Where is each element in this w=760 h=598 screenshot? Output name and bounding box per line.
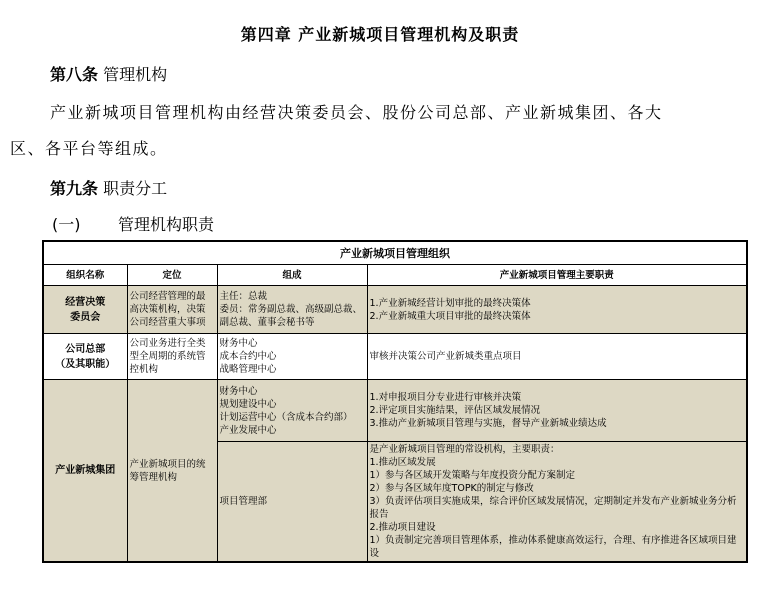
- column-header-name: 组织名称: [43, 265, 127, 286]
- chapter-title: 第四章 产业新城项目管理机构及职责: [240, 25, 520, 44]
- article-8-title: 管理机构: [103, 65, 168, 84]
- paragraph-line-2: 区、各平台等组成。: [10, 139, 168, 158]
- position-cell: 公司业务进行全类 型全周期的系统管 控机构: [127, 334, 217, 380]
- duties-cell: 是产业新城项目管理的常设机构，主要职责： 1.推动区域发展 1）参与各区域开发策略与年度投资分配方案制定 2）参与各区域年度TOPK的制定与修改 3）负责评估项目实施成果，综合评价区域发展情况，定期制定并发布产业新城业务分析报告 2.推动项目建设 1）负责制定完善项目管理体系，推动体系健康高效运行，合理、有序推进各区域项目建设: [367, 442, 747, 563]
- article-9-label: 第九条: [50, 179, 99, 198]
- position-cell: 公司经营管理的最 高决策机构，决策 公司经营重大事项: [127, 286, 217, 334]
- composition-cell: 项目管理部: [217, 442, 367, 563]
- paragraph-line-1: 产业新城项目管理机构由经营决策委员会、股份公司总部、产业新城集团、各大: [50, 103, 663, 122]
- subsection-heading: [52, 212, 214, 235]
- subsection-title: 管理机构职责: [118, 215, 215, 234]
- article-9-title: 职责分工: [103, 179, 168, 198]
- org-name-cell: 经营决策 委员会: [43, 286, 127, 334]
- position-cell: 产业新城项目的统 筹管理机构: [127, 380, 217, 563]
- duties-cell: 1.产业新城经营计划审批的最终决策体 2.产业新城重大项目审批的最终决策体: [367, 286, 747, 334]
- table-caption: 产业新城项目管理组织: [43, 241, 747, 265]
- article-8-label: 第八条: [50, 65, 99, 84]
- article-8-heading: [50, 62, 167, 85]
- column-header-composition: 组成: [217, 265, 367, 286]
- duties-cell: 1.对申报项目分专业进行审核并决策 2.评定项目实施结果，评估区域发展情况 3.推动产业新城项目管理与实施，督导产业新城业绩达成: [367, 380, 747, 442]
- composition-cell: 财务中心 规划建设中心 计划运营中心（含成本合约部） 产业发展中心: [217, 380, 367, 442]
- composition-cell: 财务中心 成本合约中心 战略管理中心: [217, 334, 367, 380]
- org-name-cell: 产业新城集团: [43, 380, 127, 563]
- article-9-heading: [50, 176, 167, 199]
- subsection-number: (一): [52, 215, 81, 234]
- column-header-duties: 产业新城项目管理主要职责: [367, 265, 747, 286]
- column-header-position: 定位: [127, 265, 217, 286]
- duties-cell: 审核并决策公司产业新城类重点项目: [367, 334, 747, 380]
- org-name-cell: 公司总部 （及其职能）: [43, 334, 127, 380]
- table-row: [43, 286, 747, 334]
- table-row: [43, 380, 747, 442]
- composition-cell: 主任：总裁 委员：常务副总裁、高级副总裁、 副总裁、董事会秘书等: [217, 286, 367, 334]
- table-row: [43, 334, 747, 380]
- org-table: [42, 240, 748, 563]
